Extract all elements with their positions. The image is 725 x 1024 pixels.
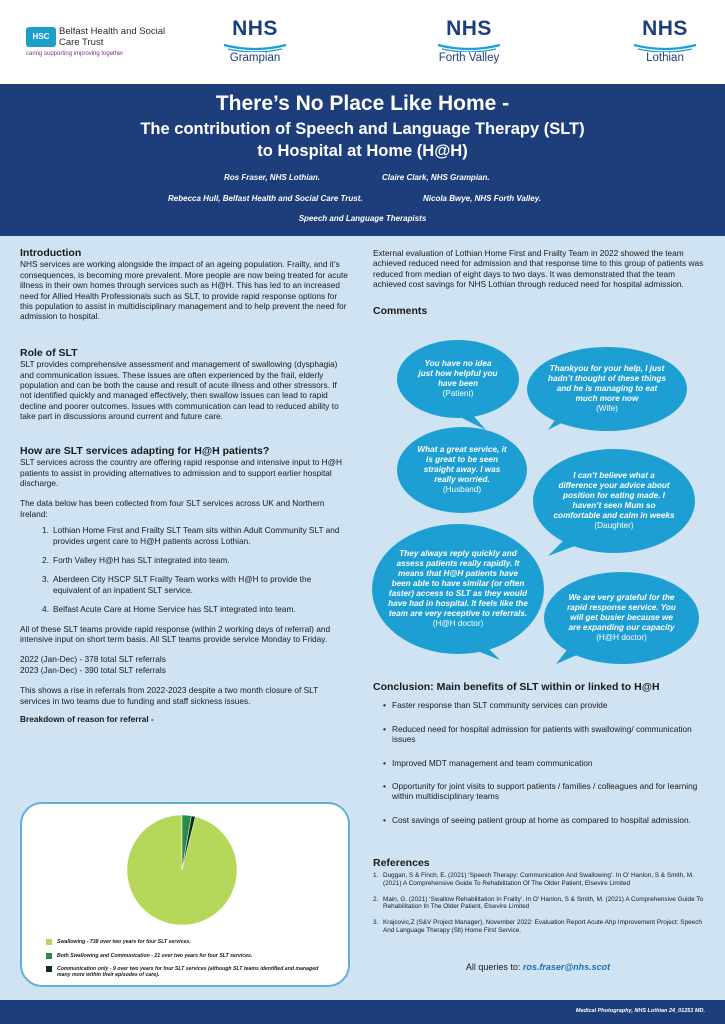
legend-item [46,966,331,978]
bullet: • [383,757,386,768]
nhs-wordmark: NHS [642,17,688,40]
comment-quote: They always reply quickly and assess patients really rapidly. It means that H@H patients have been able to have similar (or often faster) access to SLT as they would have had in hospital. It feels like the team are very receptive to referrals. [388,549,528,618]
author: Claire Clark, NHS Grampian. [382,173,490,182]
conclusion-section [373,682,703,838]
comments-heading: Comments [373,304,428,317]
hsc-tagline: caring supporting improving together [26,51,124,57]
list-item [383,700,703,710]
intro-heading: Introduction [20,247,82,259]
contact-email-link[interactable]: ros.fraser@nhs.scot [522,962,611,972]
list-text: Reduced need for hospital admission for patients with swallowing/ communication issues [392,723,692,745]
referrals-rise-text: This shows a rise in referrals from 2022-2023 despite a two month closure of SLT services in two teams due to funding and staff sickness issues. [20,685,319,706]
nhs-region-name: Lothian [646,52,684,64]
reference-text: Duggan, S & Finch, E. (2021) ‘Speech Therapy: Communication And Swallowing’. In O’ Hanlon, S & Smith, M. (2021) A Comprehensive Guide To Rehabilitation Of The Older Patient, Elsevire Limited [383,872,694,887]
list-text: Cost savings of seeing patient group at home as compared to hospital admission. [392,814,691,825]
comment-author: (Patient) [442,389,474,398]
comment-author: (Husband) [442,485,482,494]
comment-quote: You have no idea just how helpful you have been [418,359,498,388]
poster-title: There’s No Place Like Home - [215,92,510,115]
comment-quote: I can’t believe what a difference your advice about position for eating made. I haven’t seen Mum so comfortable and calm in weeks [553,471,675,520]
reference-item [373,919,706,935]
legend-swatch [46,953,52,959]
conclusion-heading: Conclusion: Main benefits of SLT within or linked to H@H [373,681,660,693]
list-number: 1. [42,525,49,536]
comment-author: (H@H doctor) [432,619,484,628]
legend-swatch [46,966,52,972]
nhs-wordmark: NHS [232,17,278,40]
legend-label: Swallowing - 738 over two years for four SLT services. [57,939,191,945]
adapting-heading: How are SLT services adapting for H@H patients? [20,444,270,457]
adapting-data-intro: The data below has been collected from four SLT services across UK and Northern Ireland: [20,498,325,519]
nhs-wordmark: NHS [446,17,492,40]
comment-bubble [397,427,527,513]
poster-subtitle-line1: The contribution of Speech and Language Therapy (SLT) [140,120,585,138]
author: Rebecca Hull, Belfast Health and Social Care Trust. [168,194,363,203]
footer-bar [0,1000,725,1024]
adapting-text: SLT services across the country are offering rapid response and intensive input to H@H patients to assist in providing alternatives to admission and to support earlier hospital discharge. [20,457,343,488]
bullet: • [383,781,386,792]
comment-quote: We are very grateful for the rapid response service. You will get busier because we are expanding our capacity [567,593,676,632]
conclusion-list [383,700,703,825]
list-text: Opportunity for joint visits to support patients / families / colleagues and for learning within multidisciplinary teams [392,781,698,802]
list-item [383,815,703,825]
list-number: 2. [42,554,49,565]
poster-subtitle-line2: to Hospital at Home (H@H) [257,142,468,160]
comment-author: (Daughter) [594,521,634,530]
hsc-logo [26,26,176,66]
nhs-forth-valley-logo [429,18,509,78]
list-number: 4. [42,604,49,615]
title-band [0,84,725,236]
reference-item [373,896,706,912]
comment-author: (H@H doctor) [596,633,647,642]
logo-bar [0,0,725,84]
contact-label: All queries to: [465,962,523,972]
referrals-2023: 2023 (Jan-Dec) - 390 total SLT referrals [20,664,166,675]
comment-quote: What a great service, it is great to be seen straight away. I was really worried. [417,445,507,484]
comment-author: (Wife) [596,404,618,413]
list-text: Aberdeen City HSCP SLT Frailty Team works with H@H to provide the equivalent of an inpatient SLT service. [53,574,312,595]
nhs-grampian-logo [215,18,295,78]
reference-number: 1. [373,872,379,879]
reference-text: Krajcovic,Z (S&V Project Manager), November 2022: Evaluation Report Acute Ahp Improvement Project: Speech And Language Therapy (Slt) Home First Service. [383,919,702,934]
evaluation-text: External evaluation of Lothian Home First and Frailty Team in 2022 showed the team achieved reduced need for admission and that response time to this group of patients was reduced from median of eight days to two days. It was demonstrated that the team achieved cost savings for NHS Lothian through reduced need for hospital admission. [373,248,704,290]
legend-swatch [46,939,52,945]
photography-credit: Medical Photography, NHS Lothian 24_01251 MD. [575,1008,705,1014]
referrals-2022: 2022 (Jan-Dec) - 378 total SLT referrals [20,654,166,665]
referral-pie-chart [22,810,348,930]
referral-pie-chart-panel [20,802,350,987]
list-text: Improved MDT management and team communication [392,757,593,768]
reference-number: 2. [373,895,379,903]
reference-number: 3. [373,919,379,927]
bullet: • [383,723,386,734]
comment-bubble [372,524,544,654]
author-role: Speech and Language Therapists [298,214,427,223]
comment-bubble [533,449,695,553]
list-item [383,781,703,802]
comment-bubble [527,347,687,431]
reference-item [373,872,706,888]
nhs-region-name: Grampian [229,52,281,64]
legend-label: Communication only - 9 over two years for four SLT services (although SLT teams identified and managed many more within their episodes of care). [57,966,319,978]
hsc-trust-name: Belfast Health and Social Care Trust [59,26,166,48]
references-heading: References [373,857,430,869]
hsc-logo-mark: HSC [26,27,56,47]
list-text: Forth Valley H@H has SLT integrated into team. [53,554,230,565]
contact-line [373,962,703,972]
author: Nicola Bwye, NHS Forth Valley. [423,194,542,203]
bullet: • [383,814,386,825]
nhs-swoosh-icon [632,42,698,52]
nhs-lothian-logo [625,18,705,78]
reference-text: Main, G. (2021) ‘Swallow Rehabilitation In Frailty’. In O’ Hanlon, S & Smith, M. (2021) A Comprehensive Guide To Rehabilitation In The Older Patient, Elsevire Limited [383,895,704,911]
bullet: • [383,700,386,711]
nhs-swoosh-icon [436,42,502,52]
references-section [373,857,706,943]
legend-label: Both Swallowing and Communication - 21 over two years for four SLT services. [57,953,253,959]
role-text: SLT provides comprehensive assessment and management of swallowing (dysphagia) and communication issues. These issues are often experienced by the frail, elderly population and can be both the cause and result of acute illness and other stressors. If not identified quickly and managed effectively, then swallow issues can lead to rapid decline and poorer outcomes. Issues with communication can lead to reduced ability to take part in discussions around current and future care. [20,359,339,422]
right-column [373,248,708,317]
nhs-swoosh-icon [222,42,288,52]
rapid-response-text: All of these SLT teams provide rapid response (within 2 working days of referral) and intensive input on short term basis. All SLT teams provide service Monday to Friday. [20,623,331,644]
breakdown-heading: Breakdown of reason for referral - [20,714,154,724]
list-text: Lothian Home First and Frailty SLT Team sits within Adult Community SLT and provides urgent care to H@H patients across Lothian. [53,525,340,546]
legend-item [46,939,191,945]
author: Ros Fraser, NHS Lothian. [224,173,321,182]
list-item [383,724,703,745]
list-text: Belfast Acute Care at Home Service has SLT integrated into team. [53,604,296,615]
list-item [383,758,703,768]
intro-text: NHS services are working alongside the impact of an ageing population. Frailty, and it’s consequences, is becoming more prevalent. More people are now being treated for acute illness in their own homes through services such as H@H. This has led to an increased need for Allied Health Professionals such as SLT, to provide rapid response options for this population to assist in multidisciplinary management and to help prevent the need for admission to hospital. [20,259,348,322]
nhs-region-name: Forth Valley [438,52,500,64]
legend-item [46,953,252,959]
role-heading: Role of SLT [20,346,78,359]
list-number: 3. [42,574,49,585]
comment-bubble [397,340,519,418]
list-text: Faster response than SLT community services can provide [392,700,608,711]
comment-quote: Thankyou for your help, I just hadn’t thought of these things and he is managing to eat much more now [548,364,666,403]
comment-bubble [544,572,699,664]
